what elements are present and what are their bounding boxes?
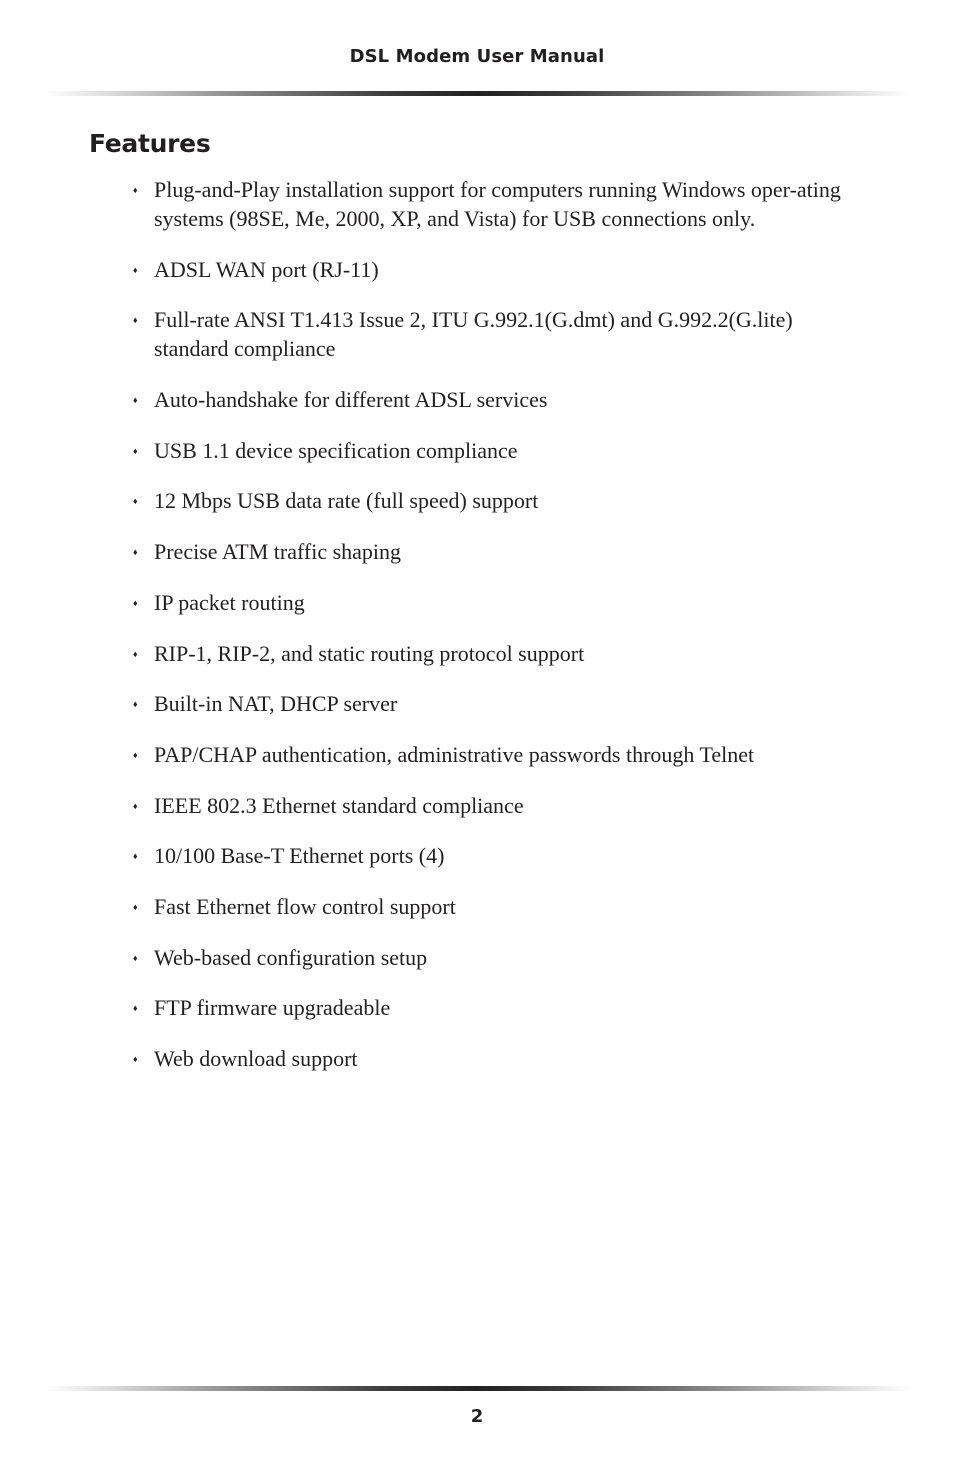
- bullet-icon: ♦: [133, 1003, 138, 1014]
- bullet-icon: ♦: [133, 901, 138, 912]
- feature-item-routing-protocols: [130, 639, 850, 668]
- feature-item-web-configuration: [130, 943, 850, 972]
- bullet-icon: ♦: [133, 952, 138, 963]
- feature-item-flow-control: [130, 892, 850, 921]
- feature-item-full-rate-compliance: [130, 305, 850, 363]
- bullet-icon: ♦: [133, 264, 138, 275]
- feature-item-ethernet-ports: [130, 841, 850, 870]
- feature-text: ADSL WAN port (RJ-11): [154, 256, 379, 282]
- feature-item-auto-handshake: [130, 385, 850, 414]
- header-divider: [45, 91, 910, 96]
- bullet-icon: ♦: [133, 185, 138, 195]
- feature-text: Plug-and-Play installation support for computers running Windows oper-ating systems (98SE, Me, 2000, XP, and Vista) for USB connections only.: [154, 177, 841, 231]
- bullet-icon: ♦: [133, 496, 138, 507]
- feature-text: IP packet routing: [154, 589, 305, 615]
- bullet-icon: ♦: [133, 749, 138, 760]
- bullet-icon: ♦: [133, 648, 138, 659]
- bullet-icon: ♦: [133, 699, 138, 710]
- feature-text: PAP/CHAP authentication, administrative passwords through Telnet: [154, 741, 755, 767]
- footer-divider: [45, 1386, 910, 1391]
- feature-item-ip-packet-routing: [130, 588, 850, 617]
- feature-text: 10/100 Base-T Ethernet ports (4): [154, 843, 445, 869]
- feature-item-nat-dhcp: [130, 689, 850, 718]
- feature-text: Built-in NAT, DHCP server: [154, 691, 398, 717]
- feature-item-atm-traffic-shaping: [130, 537, 850, 566]
- bullet-icon: ♦: [133, 445, 138, 456]
- feature-text: USB 1.1 device specification compliance: [154, 437, 518, 463]
- bullet-icon: ♦: [133, 1054, 138, 1064]
- bullet-icon: ♦: [133, 851, 138, 862]
- feature-item-authentication: [130, 740, 850, 769]
- feature-item-usb-compliance: [130, 436, 850, 465]
- feature-text: Web download support: [154, 1046, 358, 1071]
- feature-text: Web-based configuration setup: [154, 944, 428, 970]
- bullet-icon: ♦: [133, 395, 138, 406]
- page-number: 2: [470, 1406, 484, 1427]
- feature-item-ftp-firmware: [130, 993, 850, 1022]
- feature-text: Full-rate ANSI T1.413 Issue 2, ITU G.992.1(G.dmt) and G.992.2(G.lite) standard compliance: [154, 307, 793, 362]
- feature-item-usb-data-rate: [130, 486, 850, 515]
- section-title: Features: [89, 129, 211, 158]
- running-header: DSL Modem User Manual: [349, 46, 605, 67]
- bullet-icon: ♦: [133, 597, 138, 608]
- feature-list: [130, 175, 850, 1095]
- feature-text: Auto-handshake for different ADSL services: [154, 387, 548, 413]
- feature-item-adsl-wan-port: [130, 255, 850, 284]
- bullet-icon: ♦: [133, 547, 138, 558]
- bullet-icon: ♦: [133, 315, 138, 326]
- feature-item-plug-and-play: [130, 175, 850, 233]
- feature-item-ethernet-standard: [130, 791, 850, 820]
- feature-text: IEEE 802.3 Ethernet standard compliance: [154, 792, 524, 818]
- feature-item-web-download: [130, 1044, 850, 1073]
- bullet-icon: ♦: [133, 800, 138, 811]
- feature-text: 12 Mbps USB data rate (full speed) support: [154, 488, 539, 514]
- feature-text: Precise ATM traffic shaping: [154, 539, 402, 565]
- feature-text: RIP-1, RIP-2, and static routing protocol support: [154, 640, 585, 666]
- feature-text: Fast Ethernet flow control support: [154, 893, 456, 919]
- feature-text: FTP firmware upgradeable: [154, 995, 391, 1021]
